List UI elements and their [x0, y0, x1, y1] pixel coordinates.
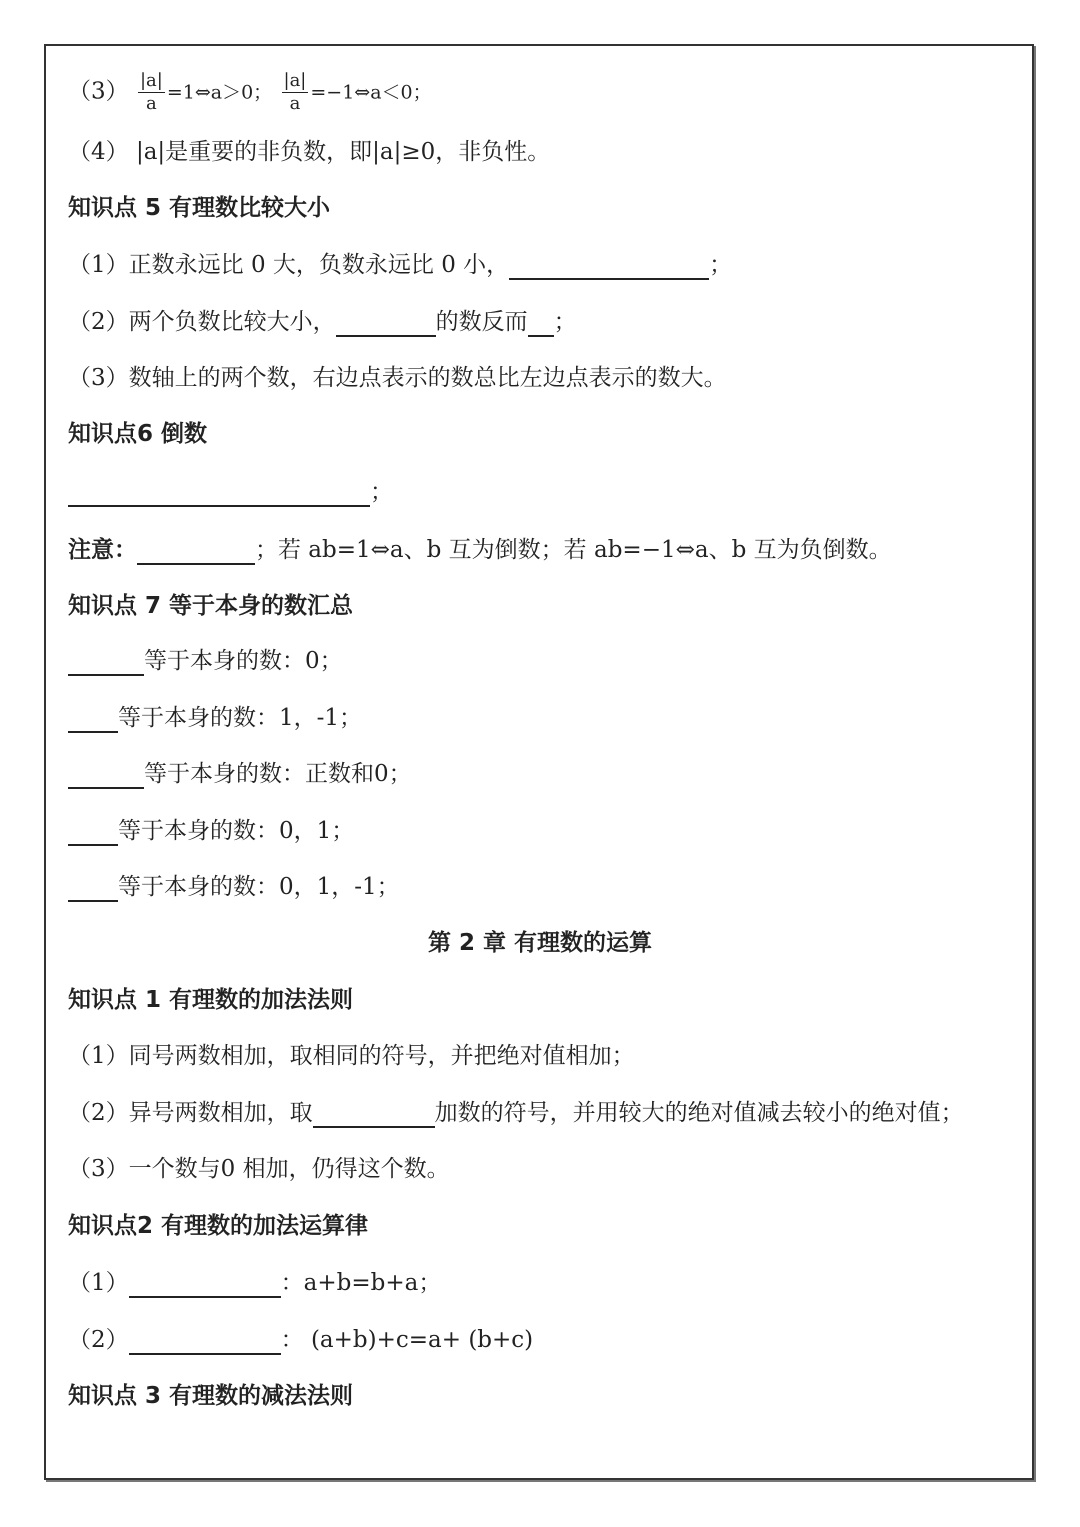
- kp5-item1: [68, 250, 732, 280]
- item-text: 的数反而: [435, 309, 528, 335]
- fraction-denominator: a: [146, 93, 157, 114]
- fraction-numerator: |a|: [283, 70, 307, 91]
- kp5-item2: [68, 307, 577, 337]
- abs-a-over-a-fraction: [138, 70, 165, 115]
- fill-blank: [129, 1329, 281, 1355]
- section-title: 知识点 1 有理数的加法法则: [68, 987, 354, 1013]
- ch2-kp1-item3: （3）一个数与0 相加，仍得这个数。: [68, 1156, 450, 1182]
- item-text: 等于本身的数：0；: [144, 648, 343, 674]
- item-text: 加数的符号，并用较大的绝对值减去较小的绝对值；: [434, 1100, 964, 1126]
- item-text: （2）异号两数相加，取: [68, 1100, 313, 1126]
- item-text: ：a+b=b+a；: [280, 1270, 442, 1296]
- item-text: （1）正数永远比 0 大，负数永远比 0 小，: [68, 252, 510, 278]
- kp7-row: [68, 759, 412, 789]
- section-title: 知识点 3 有理数的减法法则: [68, 1383, 354, 1409]
- relation-text: =1⇔a＞0；: [166, 81, 273, 104]
- relation-text: =−1⇔a＜0；: [310, 81, 432, 104]
- item-text: （2）: [68, 1327, 129, 1353]
- item-text: ；若 ab=1⇔a、b 互为倒数；若 ab=−1⇔a、b 互为负倒数。: [255, 537, 892, 563]
- fill-blank: [68, 707, 118, 733]
- section-title: 知识点 5 有理数比较大小: [68, 195, 331, 221]
- fill-blank: [68, 763, 144, 789]
- kp7-row: [68, 872, 400, 902]
- item-text: （2）两个负数比较大小，: [68, 309, 336, 335]
- kp5-item3: （3）数轴上的两个数，右边点表示的数总比左边点表示的数大。: [68, 365, 727, 391]
- fill-blank: [68, 481, 370, 507]
- fill-blank: [68, 876, 118, 902]
- item-text: 等于本身的数：0，1，-1；: [118, 874, 400, 900]
- section-title: 知识点6 倒数: [68, 421, 208, 447]
- abs-a-over-a-fraction: [282, 70, 309, 115]
- item-text: （1）: [68, 1270, 129, 1296]
- ch2-kp1-item1: （1）同号两数相加，取相同的符号，并把绝对值相加；: [68, 1043, 635, 1069]
- fill-blank: [129, 1272, 281, 1298]
- chapter-title: 第 2 章 有理数的运算: [427, 930, 653, 956]
- fill-blank: [313, 1102, 435, 1128]
- kp4-item4: （4） |a|是重要的非负数，即|a|≥0，非负性。: [68, 139, 551, 165]
- fraction-denominator: a: [289, 93, 301, 114]
- fill-blank: [336, 311, 436, 337]
- fill-blank: [137, 539, 255, 565]
- fill-blank: [528, 311, 554, 337]
- fraction-numerator: |a|: [139, 70, 163, 91]
- item-text: 等于本身的数：正数和0；: [144, 761, 412, 787]
- item-text: 等于本身的数：0，1；: [118, 818, 355, 844]
- kp7-row: [68, 816, 354, 846]
- item-prefix: （3）: [68, 78, 129, 105]
- fill-blank: [509, 254, 709, 280]
- kp6-definition-line: [68, 477, 393, 507]
- kp7-row: [68, 646, 343, 676]
- item-text: 等于本身的数：1，-1；: [118, 705, 363, 731]
- kp4-item3: [68, 70, 432, 115]
- item-text: ；: [370, 479, 393, 505]
- kp6-note: [68, 535, 892, 565]
- section-title: 知识点 7 等于本身的数汇总: [68, 593, 354, 619]
- section-title: 知识点2 有理数的加法运算律: [68, 1213, 369, 1239]
- kp7-row: [68, 703, 362, 733]
- fill-blank: [68, 820, 118, 846]
- item-text: ： (a+b)+c=a+ (b+c): [280, 1327, 534, 1353]
- item-text: ；: [709, 252, 733, 278]
- ch2-kp2-item1: [68, 1268, 441, 1298]
- ch2-kp2-item2: [68, 1325, 533, 1355]
- item-text: ；: [553, 309, 577, 335]
- fill-blank: [68, 650, 144, 676]
- note-label: 注意：: [68, 537, 137, 563]
- ch2-kp1-item2: [68, 1098, 964, 1128]
